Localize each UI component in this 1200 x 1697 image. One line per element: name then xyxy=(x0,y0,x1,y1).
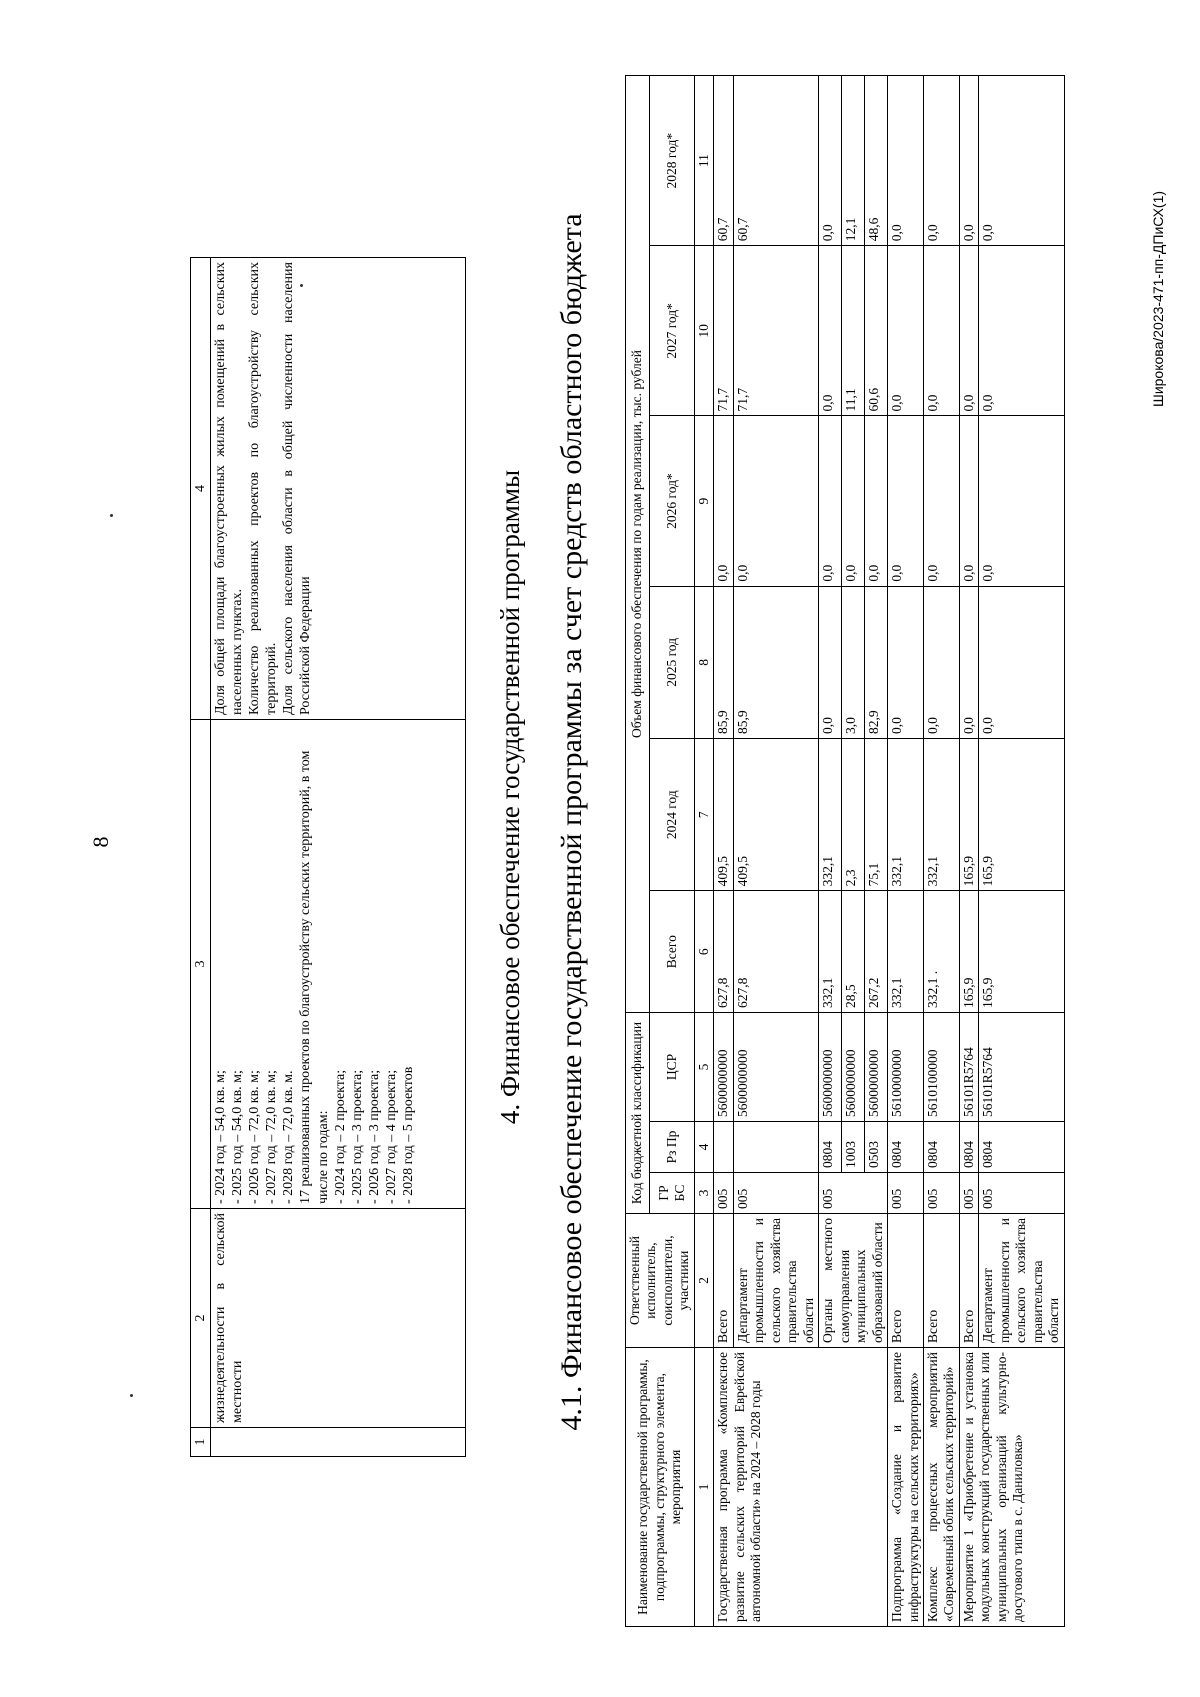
row-total: 627,8 xyxy=(714,891,733,1013)
row-csr: 5600000000 xyxy=(819,1013,842,1122)
row-2025: 85,9 xyxy=(714,586,733,738)
column-number: 9 xyxy=(694,416,713,586)
row-grbs: 005 xyxy=(733,1173,818,1214)
table-header-row xyxy=(191,258,211,1457)
header-csr: ЦСР xyxy=(650,1013,695,1122)
list-item: - 2026 год – 72,0 кв. м; xyxy=(247,1070,263,1204)
row-total: 332,1 xyxy=(888,891,924,1013)
column-number: 2 xyxy=(191,1209,211,1428)
column-number: 1 xyxy=(694,1348,713,1627)
list-item: - 2026 год – 3 проекта; xyxy=(366,1069,382,1204)
row-2024: 332,1 xyxy=(923,739,959,891)
list-item: Количество реализованных проектов по благоустройству сельских территорий. xyxy=(247,262,280,715)
row-rzpr: 0804 xyxy=(959,1122,978,1173)
row-2024: 332,1 xyxy=(819,739,842,891)
row-rzpr xyxy=(733,1122,818,1173)
row-rzpr: 0804 xyxy=(819,1122,842,1173)
row-2025: 0,0 xyxy=(819,586,842,738)
row-total: 332,1 . xyxy=(923,891,959,1013)
table-row xyxy=(211,258,466,1457)
row-csr: 5600000000 xyxy=(733,1013,818,1122)
row-2024: 165,9 xyxy=(959,739,978,891)
table-row xyxy=(888,76,924,1627)
row-2028: 0,0 xyxy=(888,76,924,246)
scan-speck xyxy=(110,514,113,517)
row-2028: 0,0 xyxy=(959,76,978,246)
row-total: 332,1 xyxy=(819,891,842,1013)
header-2024: 2024 год xyxy=(650,739,695,891)
row-2028: 0,0 xyxy=(819,76,842,246)
row-cell xyxy=(211,1428,466,1457)
row-2025: 82,9 xyxy=(865,586,888,738)
page-number: 8 xyxy=(88,836,113,848)
scan-speck xyxy=(130,1394,133,1397)
row-2024: 2,3 xyxy=(842,739,865,891)
row-grbs: 005 xyxy=(979,1173,1064,1214)
row-rzpr: 1003 xyxy=(842,1122,865,1173)
row-2025: 85,9 xyxy=(733,586,818,738)
table-header-row xyxy=(626,76,650,1627)
row-2024: 165,9 xyxy=(979,739,1064,891)
row-2027: 0,0 xyxy=(979,246,1064,416)
row-2025: 0,0 xyxy=(888,586,924,738)
list-item: Доля сельского населения области в общей численности населения Российской Федерации xyxy=(281,262,314,715)
table-row xyxy=(923,76,959,1627)
row-2026: 0,0 xyxy=(733,416,818,586)
row-csr: 5610100000 xyxy=(923,1013,959,1122)
column-number: 10 xyxy=(694,246,713,416)
column-number: 6 xyxy=(694,891,713,1013)
finance-table xyxy=(625,75,1065,1627)
row-csr: 5610000000 xyxy=(888,1013,924,1122)
row-2028: 48,6 xyxy=(865,76,888,246)
row-total: 28,5 xyxy=(842,891,865,1013)
document-code: Широкова/2023-471-пп-ДПиСХ(1) xyxy=(1150,190,1166,407)
row-csr: 56101R5764 xyxy=(979,1013,1064,1122)
row-responsible: Всего xyxy=(923,1214,959,1348)
header-total: Всего xyxy=(650,891,695,1013)
list-item: - 2027 год – 4 проекта; xyxy=(383,1069,399,1204)
column-number: 3 xyxy=(694,1173,713,1214)
row-grbs: 005 xyxy=(714,1173,733,1214)
row-total: 267,2 xyxy=(865,891,888,1013)
row-name: Мероприятие 1 «Приобретение и установка модульных конструкций государственных или муниципальных организаций культурно-досугового типа в с. Даниловка» xyxy=(959,1348,1064,1627)
row-2024: 409,5 xyxy=(733,739,818,891)
row-2027: 0,0 xyxy=(819,246,842,416)
column-number: 8 xyxy=(694,586,713,738)
row-csr: 5600000000 xyxy=(842,1013,865,1122)
list-item: - 2028 год – 5 проектов xyxy=(400,1066,416,1204)
row-2028: 60,7 xyxy=(714,76,733,246)
row-2026: 0,0 xyxy=(865,416,888,586)
row-cell xyxy=(211,720,466,1209)
row-rzpr: 0804 xyxy=(979,1122,1064,1173)
header-volume: Объем финансового обеспечения по годам реализации, тыс. рублей xyxy=(626,76,650,1013)
list-item: - 2024 год – 54,0 кв. м; xyxy=(213,1070,229,1204)
header-grbs: ГР БС xyxy=(650,1173,695,1214)
row-csr: 56101R5764 xyxy=(959,1013,978,1122)
row-2028: 0,0 xyxy=(923,76,959,246)
row-2024: 409,5 xyxy=(714,739,733,891)
row-cell xyxy=(211,258,466,720)
row-2025: 0,0 xyxy=(979,586,1064,738)
row-2027: 0,0 xyxy=(888,246,924,416)
row-name: Подпрограмма «Создание и развитие инфраструктуры на сельских территориях» xyxy=(888,1348,924,1627)
header-responsible: Ответственный исполнитель, соисполнители, участники xyxy=(626,1214,695,1348)
row-responsible: Департамент промышленности и сельского хозяйства правительства области xyxy=(979,1214,1064,1348)
list-item: - 2025 год – 3 проекта; xyxy=(349,1069,365,1204)
row-grbs: 005 xyxy=(959,1173,978,1214)
table-row xyxy=(714,76,733,1627)
row-responsible: Всего xyxy=(959,1214,978,1348)
row-2025: 0,0 xyxy=(959,586,978,738)
row-2027: 11,1 xyxy=(842,246,865,416)
row-grbs: 005 xyxy=(923,1173,959,1214)
row-total: 165,9 xyxy=(959,891,978,1013)
row-total: 165,9 xyxy=(979,891,1064,1013)
column-number: 1 xyxy=(191,1428,211,1457)
row-2026: 0,0 xyxy=(979,416,1064,586)
header-rzpr: Рз Пр xyxy=(650,1122,695,1173)
table-row xyxy=(959,76,978,1627)
row-2025: 3,0 xyxy=(842,586,865,738)
column-number: 11 xyxy=(694,76,713,246)
row-2027: 71,7 xyxy=(733,246,818,416)
section-title: 4. Финансовое обеспечение государственной программы xyxy=(495,469,525,1125)
row-2026: 0,0 xyxy=(714,416,733,586)
list-item: - 2025 год – 54,0 кв. м; xyxy=(230,1070,246,1204)
list-item: Доля общей площади благоустроенных жилых помещений в сельских населенных пунктах. xyxy=(213,262,246,715)
row-2027: 60,6 xyxy=(865,246,888,416)
row-responsible: Органы местного самоуправления муниципальных образований области xyxy=(819,1214,888,1348)
column-number: 2 xyxy=(694,1214,713,1348)
indicators-table xyxy=(190,257,466,1457)
row-rzpr: 0804 xyxy=(923,1122,959,1173)
row-responsible: Всего xyxy=(714,1214,733,1348)
list-item: - 2027 год – 72,0 кв. м; xyxy=(264,1070,280,1204)
row-2026: 0,0 xyxy=(842,416,865,586)
row-csr: 5600000000 xyxy=(865,1013,888,1122)
column-number-row xyxy=(694,76,713,1627)
row-2024: 332,1 xyxy=(888,739,924,891)
row-total: 627,8 xyxy=(733,891,818,1013)
row-rzpr: 0804 xyxy=(888,1122,924,1173)
row-cell: жизнедеятельности в сельской местности xyxy=(211,1209,466,1428)
header-name: Наименование государственной программы, подпрограммы, структурного элемента, мероприятия xyxy=(626,1348,695,1627)
column-number: 4 xyxy=(191,258,211,720)
row-name: Комплекс процессных мероприятий «Современный облик сельских территорий» xyxy=(923,1348,959,1627)
row-2027: 0,0 xyxy=(959,246,978,416)
column-number: 3 xyxy=(191,720,211,1209)
row-2028: 0,0 xyxy=(979,76,1064,246)
row-grbs: 005 xyxy=(888,1173,924,1214)
header-2027: 2027 год* xyxy=(650,246,695,416)
column-number: 7 xyxy=(694,739,713,891)
row-responsible: Департамент промышленности и сельского хозяйства правительства области xyxy=(733,1214,818,1348)
row-rzpr: 0503 xyxy=(865,1122,888,1173)
row-2026: 0,0 xyxy=(959,416,978,586)
row-name: Государственная программа «Комплексное развитие сельских территорий Еврейской автономной области» на 2024 – 2028 годы xyxy=(714,1348,888,1627)
list-item: - 2028 год – 72,0 кв. м. xyxy=(281,1070,297,1204)
row-2026: 0,0 xyxy=(819,416,842,586)
list-item: - 2024 год – 2 проекта; xyxy=(332,1069,348,1204)
column-number: 4 xyxy=(694,1122,713,1173)
row-2027: 71,7 xyxy=(714,246,733,416)
column-number: 5 xyxy=(694,1013,713,1122)
row-2024: 75,1 xyxy=(865,739,888,891)
subsection-title: 4.1. Финансовое обеспечение государственной программы за счет средств областного бюджета xyxy=(555,213,588,1431)
row-csr: 5600000000 xyxy=(714,1013,733,1122)
header-2028: 2028 год* xyxy=(650,76,695,246)
list-item: 17 реализованных проектов по благоустройству сельских территорий, в том числе по годам: xyxy=(298,750,331,1204)
header-budget-code: Код бюджетной классификации xyxy=(626,1013,650,1214)
header-2026: 2026 год* xyxy=(650,416,695,586)
header-2025: 2025 год xyxy=(650,586,695,738)
row-2026: 0,0 xyxy=(888,416,924,586)
row-grbs: 005 xyxy=(819,1173,888,1214)
row-2028: 12,1 xyxy=(842,76,865,246)
row-2025: 0,0 xyxy=(923,586,959,738)
row-rzpr xyxy=(714,1122,733,1173)
row-2028: 60,7 xyxy=(733,76,818,246)
row-2027: 0,0 xyxy=(923,246,959,416)
row-responsible: Всего xyxy=(888,1214,924,1348)
row-2026: 0,0 xyxy=(923,416,959,586)
